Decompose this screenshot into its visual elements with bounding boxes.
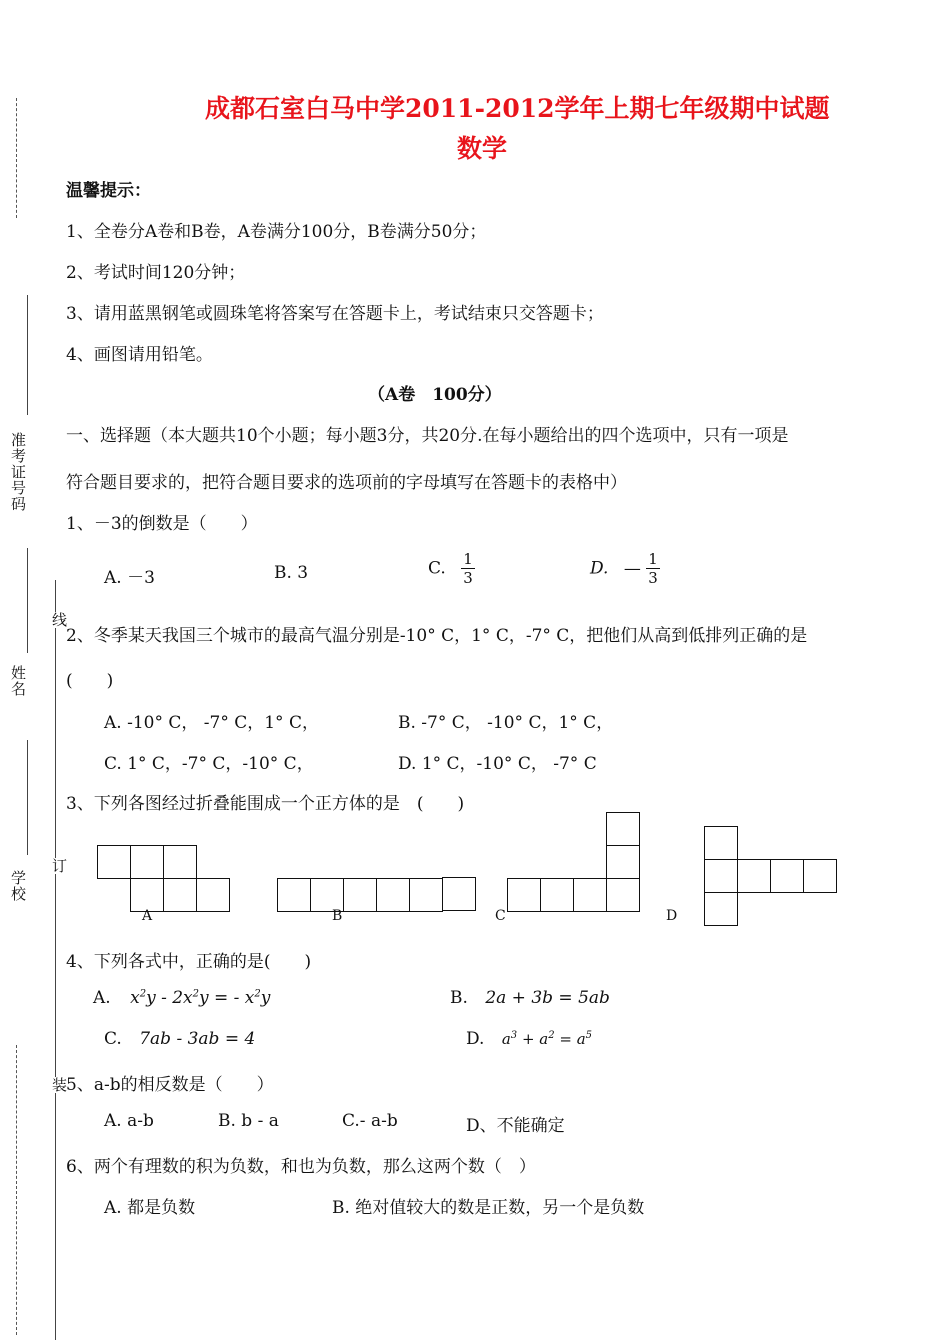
net-square: [163, 845, 197, 879]
net-square: [704, 892, 738, 926]
fraction-denominator: 3: [463, 569, 473, 587]
q4-option-c-expr: 7ab - 3ab = 4: [139, 1029, 256, 1049]
net-square: [704, 859, 738, 893]
q1-option-d-prefix: D.: [590, 558, 609, 579]
tip-item: 4、画图请用铅笔。: [66, 345, 213, 365]
net-square: [130, 845, 164, 879]
fraction-numerator: 1: [463, 550, 473, 568]
net-square: [606, 845, 640, 879]
q5-stem: 5、a-b的相反数是（ ）: [66, 1075, 274, 1095]
net-square: [409, 878, 443, 912]
net-square: [163, 878, 197, 912]
q1-option-b: B. 3: [274, 563, 309, 583]
q2-option-a: A. -10° C， -7° C，1° C，: [104, 713, 319, 733]
q2-option-c: C. 1° C，-7° C，-10° C，: [104, 754, 314, 774]
fraction-denominator: 3: [648, 569, 658, 587]
q1-option-d-fraction: [646, 550, 660, 587]
tips-heading: 温馨提示：: [66, 181, 151, 201]
net-square: [737, 859, 771, 893]
q4-option-d-prefix: D.: [466, 1029, 485, 1049]
net-square: [606, 812, 640, 846]
net-square: [803, 859, 837, 893]
q6-option-a: A. 都是负数: [104, 1198, 196, 1218]
q3-stem: 3、下列各图经过折叠能围成一个正方体的是 ( ): [66, 794, 465, 814]
exam-title: 成都石室白马中学2011-2012学年上期七年级期中试题: [205, 94, 830, 123]
q4-option-a-expr: $x^2y - 2x^2y$ = - $x^2y$: [130, 988, 271, 1008]
q4-option-a: [93, 988, 270, 1008]
net-square: [196, 878, 230, 912]
q1-option-c-prefix: C.: [428, 558, 446, 579]
q4-option-c-prefix: C.: [104, 1029, 122, 1049]
net-square: [343, 878, 377, 912]
exam-id-label: 准考证号码: [9, 432, 27, 512]
q1-option-c: [428, 550, 475, 587]
q3-label-c: C: [495, 908, 506, 924]
q2-stem-blank: ( ): [66, 671, 114, 691]
name-label: 姓名: [9, 665, 27, 697]
q1-option-d-sign: —: [623, 558, 641, 579]
part1-instructions-line1: 一、选择题（本大题共10个小题；每小题3分，共20分.在每小题给出的四个选项中，只有一项是: [66, 426, 789, 446]
exam-id-blank-line: [27, 295, 28, 415]
q4-option-b-prefix: B.: [450, 988, 468, 1008]
q4-option-d-expr: $a^3 + a^2 = a^5$: [501, 1030, 593, 1048]
q2-stem: 2、冬季某天我国三个城市的最高气温分别是-10° C，1° C，-7° C，把他们从高到低排列正确的是: [66, 626, 808, 646]
q5-option-a: A. a-b: [104, 1111, 154, 1131]
net-square: [310, 878, 344, 912]
bind-mark: 订: [50, 858, 68, 874]
net-square: [573, 878, 607, 912]
q1-option-d: [590, 550, 660, 587]
q4-option-b-expr: 2a + 3b = 5ab: [485, 988, 610, 1008]
net-square: [277, 878, 311, 912]
q4-option-c: [104, 1029, 255, 1049]
school-blank-line: [27, 740, 28, 855]
exam-subject: 数学: [457, 134, 508, 163]
net-square: [540, 878, 574, 912]
q4-stem: 4、下列各式中，正确的是( ): [66, 952, 312, 972]
tip-item: 1、全卷分A卷和B卷，A卷满分100分，B卷满分50分；: [66, 222, 487, 242]
net-square: [704, 826, 738, 860]
q4-option-a-prefix: A.: [93, 988, 111, 1008]
q1-option-a: A. －3: [104, 568, 155, 588]
q2-option-b: B. -7° C， -10° C，1° C，: [398, 713, 614, 733]
q4-option-b: [450, 988, 610, 1008]
q3-label-d: D: [666, 908, 678, 924]
q1-option-c-fraction: [461, 550, 475, 587]
net-square: [97, 845, 131, 879]
q3-label-a: A: [142, 908, 153, 924]
net-square: [376, 878, 410, 912]
q2-option-d: D. 1° C，-10° C， -7° C: [398, 754, 597, 774]
net-square: [507, 878, 541, 912]
section-a-title: （A卷 100分）: [368, 385, 502, 405]
tip-item: 3、请用蓝黑钢笔或圆珠笔将答案写在答题卡上，考试结束只交答题卡；: [66, 304, 604, 324]
fraction-numerator: 1: [648, 550, 658, 568]
tip-item: 2、考试时间120分钟；: [66, 263, 246, 283]
binding-solid-line: [55, 580, 56, 1340]
net-square: [770, 859, 804, 893]
net-square: [442, 877, 476, 911]
line-mark: 线: [50, 612, 68, 628]
name-blank-line: [27, 548, 28, 653]
q6-option-b: B. 绝对值较大的数是正数，另一个是负数: [332, 1198, 645, 1218]
q5-option-b: B. b - a: [218, 1111, 279, 1131]
q5-option-d: D、不能确定: [466, 1116, 565, 1136]
net-square: [606, 878, 640, 912]
net-square: [130, 878, 164, 912]
binding-dash-line-bottom: [16, 1045, 17, 1335]
q6-stem: 6、两个有理数的积为负数，和也为负数，那么这两个数（ ）: [66, 1157, 536, 1177]
part1-instructions-line2: 符合题目要求的，把符合题目要求的选项前的字母填写在答题卡的表格中）: [66, 473, 627, 493]
q4-option-d: [466, 1029, 592, 1049]
fold-mark: 装: [50, 1077, 68, 1093]
binding-dash-line-top: [16, 98, 17, 218]
school-label: 学校: [9, 870, 27, 902]
q3-label-b: B: [332, 908, 343, 924]
q5-option-c: C.- a-b: [342, 1111, 398, 1131]
q1-stem: 1、－3的倒数是（ ）: [66, 514, 258, 534]
